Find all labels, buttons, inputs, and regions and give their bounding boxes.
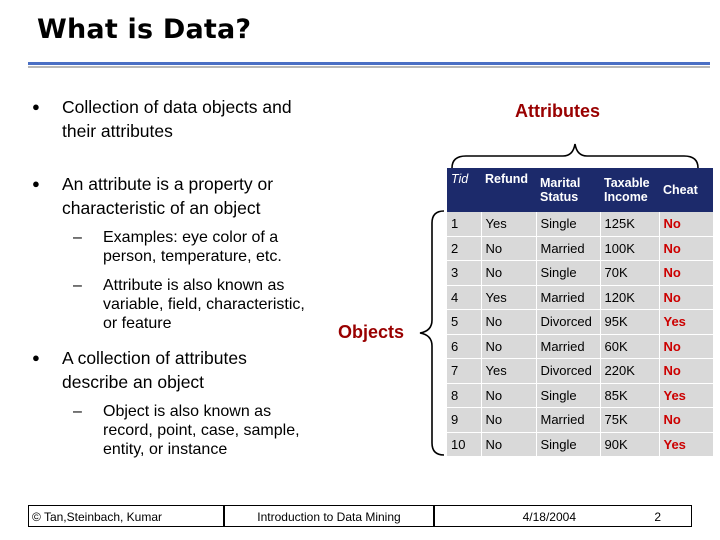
footer-copyright: © Tan,Steinbach, Kumar [28, 505, 224, 527]
attributes-brace-icon [452, 144, 698, 168]
table-header-row [447, 168, 713, 212]
header-tid: Tid [447, 168, 481, 212]
table-row [447, 310, 713, 335]
cell-cheat: No [659, 261, 713, 286]
sub-bullet-3-line-2: record, point, case, sample, [103, 422, 300, 439]
cell-taxable-income: 100K [600, 236, 659, 261]
cell-taxable-income: 220K [600, 359, 659, 384]
dash-icon: – [73, 403, 82, 420]
cell-taxable-income: 120K [600, 285, 659, 310]
slide-title: What is Data? [37, 14, 252, 45]
bullet-dot-icon: ● [32, 350, 40, 365]
bullet-dot-icon: ● [32, 176, 40, 191]
sub-bullet-2-line-1: Attribute is also known as [103, 277, 285, 294]
cell-cheat: No [659, 285, 713, 310]
cell-taxable-income: 125K [600, 212, 659, 236]
cell-taxable-income: 90K [600, 432, 659, 457]
sub-bullet-3-line-3: entity, or instance [103, 441, 228, 458]
cell-tid: 7 [447, 359, 481, 384]
footer-date: 4/18/2004 [434, 505, 584, 527]
cell-refund: No [481, 236, 536, 261]
cell-tid: 5 [447, 310, 481, 335]
dash-icon: – [73, 277, 82, 294]
cell-tid: 8 [447, 383, 481, 408]
cell-taxable-income: 60K [600, 334, 659, 359]
cell-taxable-income: 75K [600, 408, 659, 433]
cell-refund: No [481, 383, 536, 408]
sub-bullet-2-line-2: variable, field, characteristic, [103, 296, 305, 313]
table-row [447, 383, 713, 408]
cell-tid: 3 [447, 261, 481, 286]
bullet-1-line-1: Collection of data objects and [62, 97, 292, 117]
cell-taxable-income: 95K [600, 310, 659, 335]
cell-refund: No [481, 408, 536, 433]
table-body [447, 212, 713, 457]
header-cheat: Cheat [659, 168, 713, 212]
cell-refund: Yes [481, 359, 536, 384]
data-table [447, 168, 714, 457]
sub-bullet-1-line-1: Examples: eye color of a [103, 229, 279, 246]
cell-refund: No [481, 432, 536, 457]
cell-marital-status: Single [536, 261, 600, 286]
cell-marital-status: Married [536, 408, 600, 433]
table-row [447, 285, 713, 310]
cell-marital-status: Married [536, 285, 600, 310]
table-row [447, 334, 713, 359]
bullet-2-line-2: characteristic of an object [62, 198, 261, 218]
table-row [447, 236, 713, 261]
cell-taxable-income: 70K [600, 261, 659, 286]
cell-tid: 1 [447, 212, 481, 236]
cell-marital-status: Single [536, 383, 600, 408]
sub-bullet-3-line-1: Object is also known as [103, 403, 272, 420]
cell-refund: Yes [481, 212, 536, 236]
attributes-label: Attributes [515, 101, 600, 121]
cell-refund: No [481, 334, 536, 359]
cell-marital-status: Single [536, 432, 600, 457]
bullet-1-line-2: their attributes [62, 121, 173, 141]
bullet-dot-icon: ● [32, 99, 40, 114]
cell-cheat: No [659, 334, 713, 359]
cell-refund: Yes [481, 285, 536, 310]
header-marital-status [536, 168, 600, 212]
cell-marital-status: Single [536, 212, 600, 236]
cell-tid: 10 [447, 432, 481, 457]
cell-marital-status: Married [536, 334, 600, 359]
table-row [447, 212, 713, 236]
bullet-2-line-1: An attribute is a property or [62, 174, 274, 194]
cell-refund: No [481, 261, 536, 286]
cell-tid: 9 [447, 408, 481, 433]
table-row [447, 359, 713, 384]
cell-cheat: Yes [659, 432, 713, 457]
objects-label: Objects [338, 322, 405, 342]
objects-brace-icon [420, 211, 444, 455]
cell-cheat: No [659, 236, 713, 261]
cell-marital-status: Divorced [536, 359, 600, 384]
table-row [447, 261, 713, 286]
footer-page-number: 2 [584, 505, 692, 527]
bullet-3-line-1: A collection of attributes [62, 348, 247, 368]
cell-marital-status: Divorced [536, 310, 600, 335]
bullet-3-line-2: describe an object [62, 372, 205, 392]
footer-course: Introduction to Data Mining [224, 505, 434, 527]
cell-cheat: Yes [659, 310, 713, 335]
table-row [447, 408, 713, 433]
sub-bullet-1-line-2: person, temperature, etc. [103, 248, 282, 265]
header-refund: Refund [481, 168, 536, 212]
cell-marital-status: Married [536, 236, 600, 261]
cell-cheat: No [659, 212, 713, 236]
header-income-line-1: Taxable [604, 176, 650, 190]
header-marital-line-2: Status [540, 190, 579, 204]
cell-tid: 2 [447, 236, 481, 261]
table-row [447, 432, 713, 457]
cell-refund: No [481, 310, 536, 335]
cell-cheat: Yes [659, 383, 713, 408]
header-marital-line-1: Marital [540, 176, 581, 190]
sub-bullet-2-line-3: or feature [103, 315, 172, 332]
dash-icon: – [73, 229, 82, 246]
header-income-line-2: Income [604, 190, 648, 204]
cell-tid: 6 [447, 334, 481, 359]
cell-tid: 4 [447, 285, 481, 310]
cell-taxable-income: 85K [600, 383, 659, 408]
header-taxable-income [600, 168, 659, 212]
cell-cheat: No [659, 359, 713, 384]
cell-cheat: No [659, 408, 713, 433]
